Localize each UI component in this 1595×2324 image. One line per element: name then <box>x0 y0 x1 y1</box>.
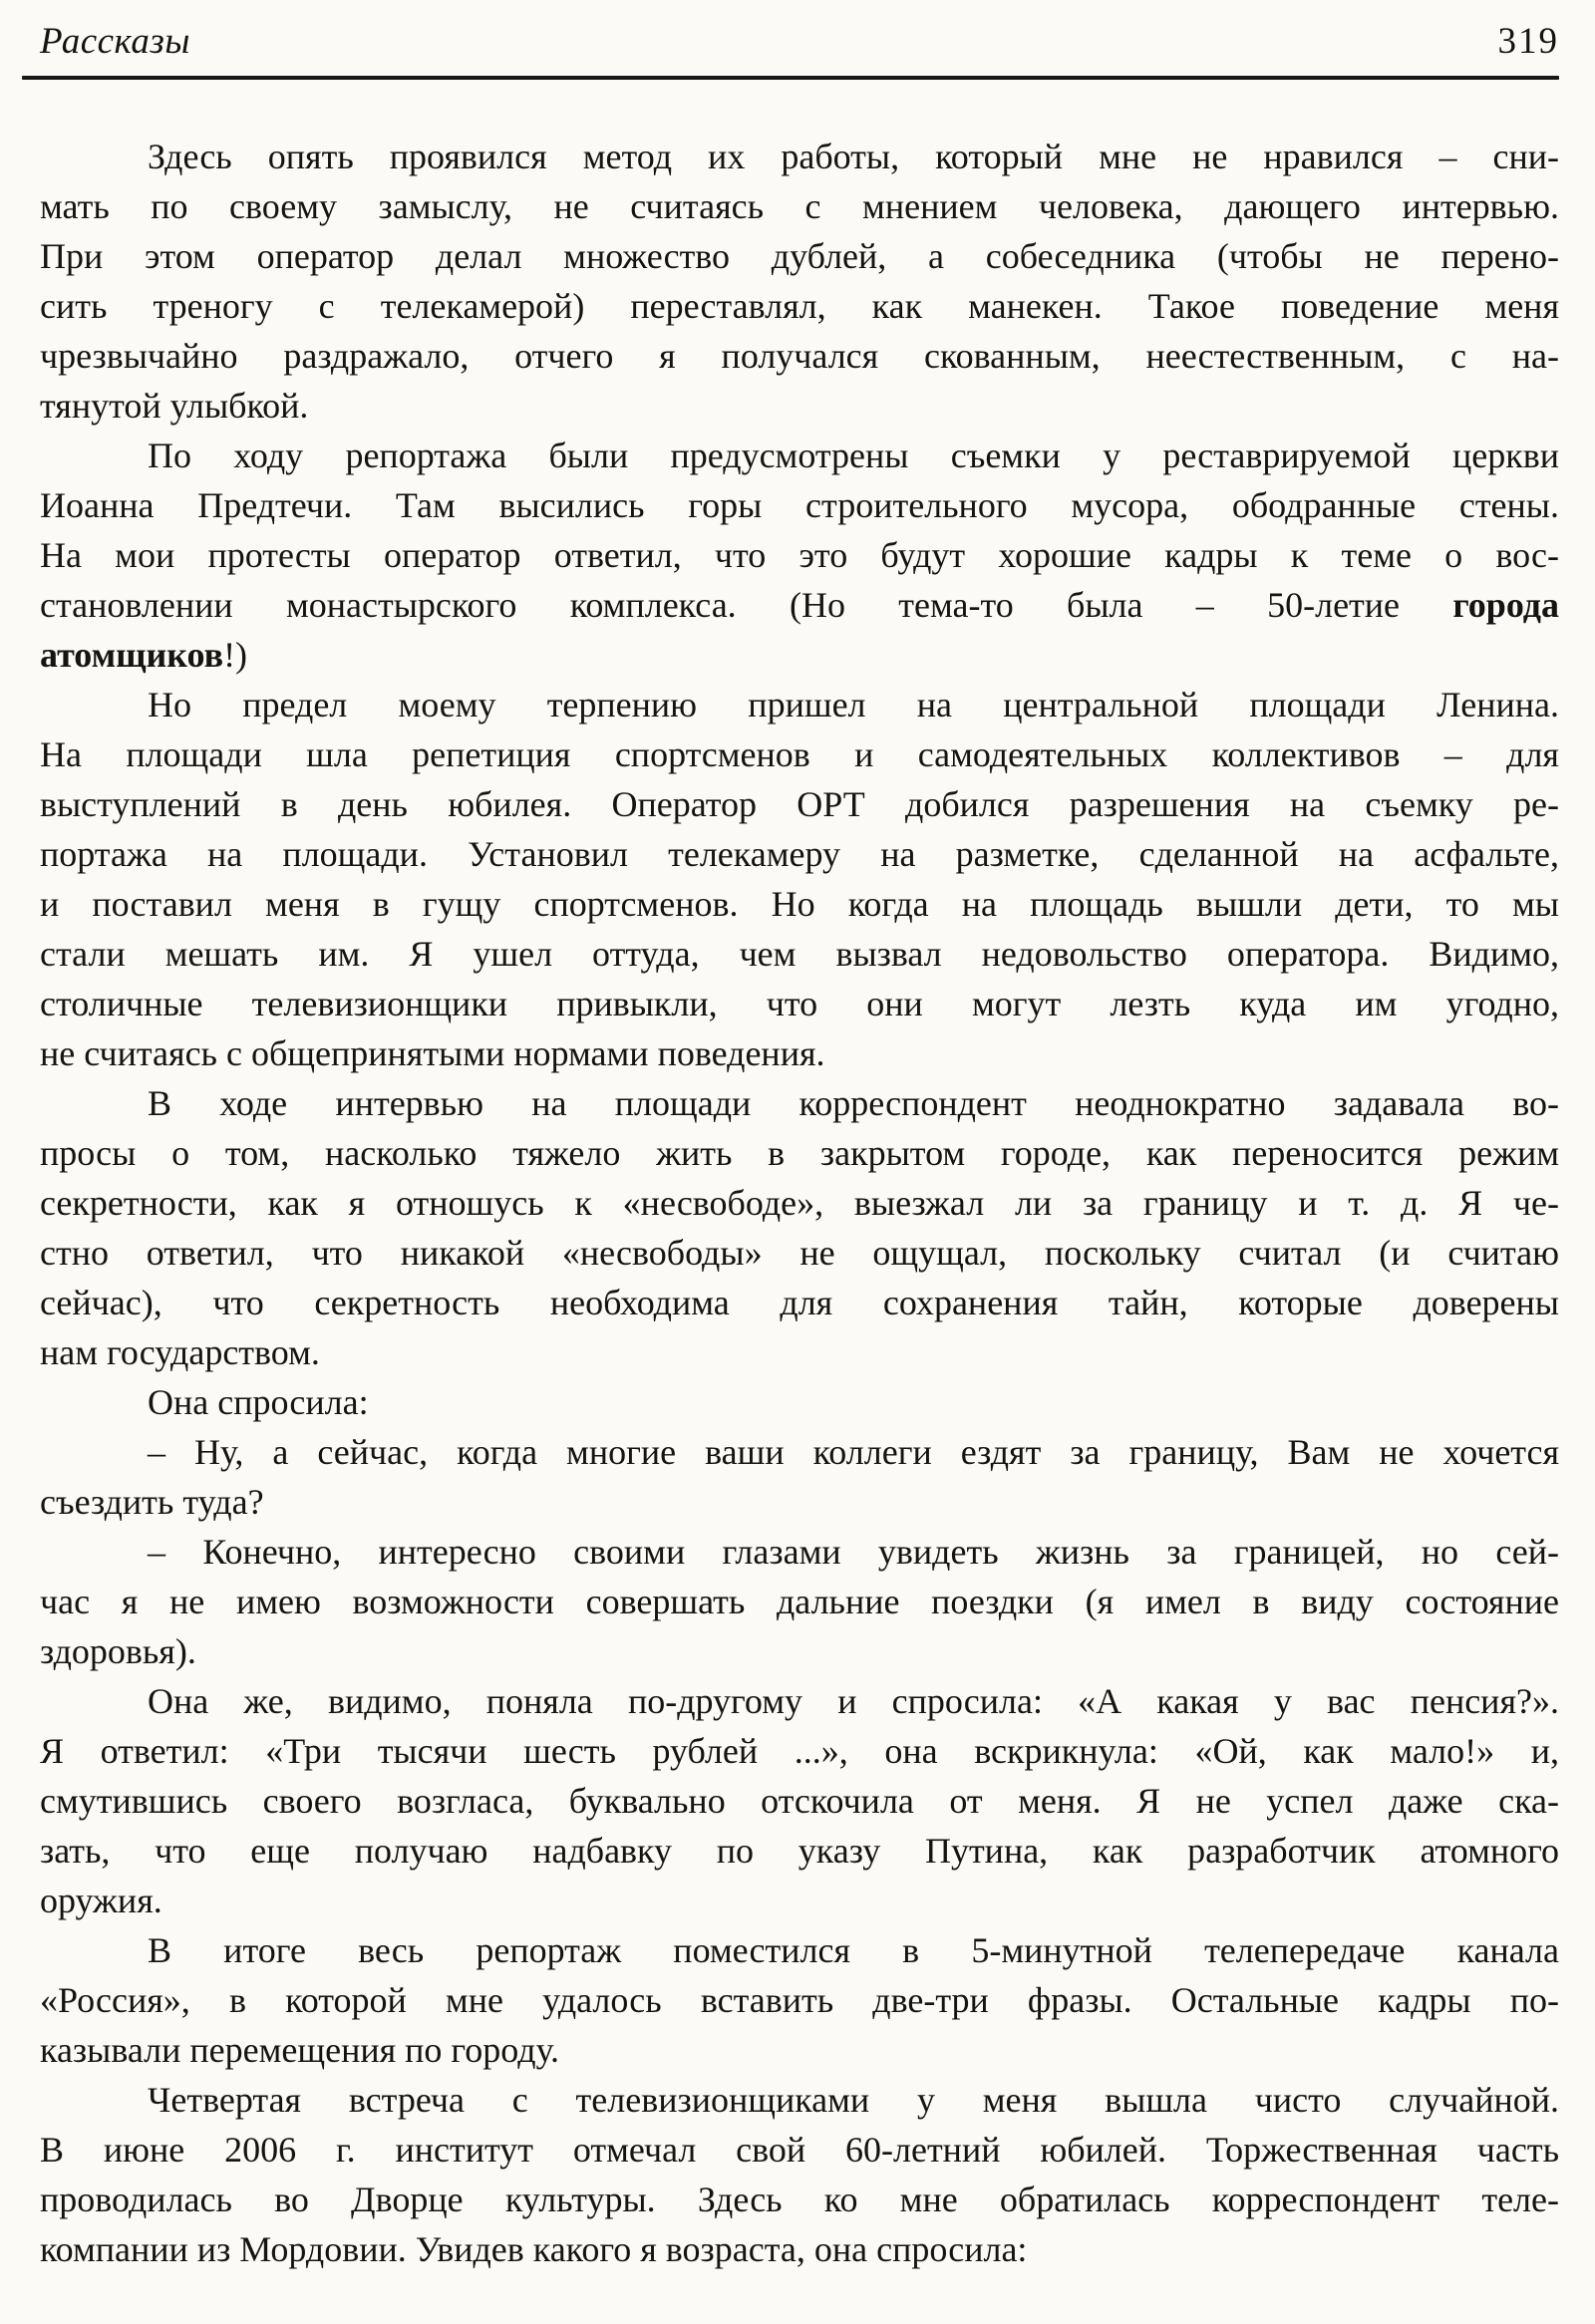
text-run: проводилась во Дворце культуры. Здесь ко мне обратилась корреспондент теле- <box>40 2179 1559 2219</box>
text-line <box>40 530 1559 580</box>
text-run: портажа на площади. Установил телекамеру на разметке, сделанной на асфальте, <box>40 834 1559 874</box>
text-line <box>40 1676 1559 1726</box>
text-line <box>40 381 1559 431</box>
text-run: В июне 2006 г. институт отмечал свой 60-летний юбилей. Торжественная часть <box>40 2130 1559 2170</box>
text-line <box>40 480 1559 530</box>
text-run: съездить туда? <box>40 1482 264 1522</box>
text-run: стали мешать им. Я ушел оттуда, чем вызвал недовольство оператора. Видимо, <box>40 934 1559 974</box>
text-line <box>40 281 1559 331</box>
text-run: казывали перемещения по городу. <box>40 2030 559 2070</box>
text-run: Здесь опять проявился метод их работы, который мне не нравился – сни- <box>148 137 1559 176</box>
paragraph <box>40 132 1559 431</box>
text-line <box>40 1577 1559 1626</box>
text-line <box>40 979 1559 1028</box>
text-run: и поставил меня в гущу спортсменов. Но когда на площадь вышли дети, то мы <box>40 884 1559 924</box>
text-run: компании из Мордовии. Увидев какого я возраста, она спросила: <box>40 2229 1028 2269</box>
paragraph <box>40 1078 1559 1377</box>
text-line <box>40 2025 1559 2075</box>
text-line <box>40 331 1559 381</box>
text-run: не считаясь с общепринятыми нормами поведения. <box>40 1033 825 1073</box>
text-line <box>40 1776 1559 1826</box>
text-line <box>40 1975 1559 2025</box>
page-number: 319 <box>1497 21 1559 62</box>
text-run: По ходу репортажа были предусмотрены съемки у реставрируемой церкви <box>148 436 1559 475</box>
paragraph <box>40 1427 1559 1527</box>
text-line <box>40 779 1559 829</box>
text-line <box>40 2175 1559 2224</box>
text-run: При этом оператор делал множество дублей, а собеседника (чтобы не перено- <box>40 236 1559 276</box>
paragraph <box>40 431 1559 680</box>
paragraph <box>40 1925 1559 2075</box>
text-line <box>40 1626 1559 1676</box>
text-line <box>40 1726 1559 1776</box>
text-line <box>40 431 1559 480</box>
paragraph <box>40 680 1559 1078</box>
text-run: Я ответил: «Три тысячи шесть рублей ...», она вскрикнула: «Ой, как мало!» и, <box>40 1731 1559 1771</box>
text-run: сить треногу с телекамерой) переставлял, как манекен. Такое поведение меня <box>40 286 1559 326</box>
text-line <box>40 1278 1559 1327</box>
text-run: смутившись своего возгласа, буквально отскочила от меня. Я не успел даже ска- <box>40 1781 1559 1821</box>
paragraph <box>40 1527 1559 1676</box>
text-run: !) <box>223 635 248 675</box>
text-line <box>40 1876 1559 1925</box>
paragraph <box>40 1676 1559 1925</box>
text-run: чрезвычайно раздражало, отчего я получался скованным, неестественным, с на- <box>40 336 1559 376</box>
text-run: мать по своему замыслу, не считаясь с мнением человека, дающего интервью. <box>40 186 1559 226</box>
text-run: – Конечно, интересно своими глазами увидеть жизнь за границей, но сей- <box>148 1532 1559 1572</box>
text-line <box>40 630 1559 680</box>
text-run: Но предел моему терпению пришел на центральной площади Ленина. <box>148 685 1559 725</box>
text-run: Четвертая встреча с телевизионщиками у меня вышла чисто случайной. <box>148 2080 1559 2120</box>
text-run: Она же, видимо, поняла по-другому и спросила: «А какая у вас пенсия?». <box>148 1681 1559 1721</box>
bold-text: города <box>1452 585 1559 625</box>
text-line <box>40 181 1559 231</box>
text-line <box>40 1826 1559 1876</box>
running-head-title: Рассказы <box>40 21 190 62</box>
text-line <box>40 580 1559 630</box>
header-rule <box>22 76 1559 80</box>
text-run: сейчас), что секретность необходима для сохранения тайн, которые доверены <box>40 1283 1559 1322</box>
text-line <box>40 1925 1559 1975</box>
text-run: – Ну, а сейчас, когда многие ваши коллеги ездят за границу, Вам не хочется <box>148 1432 1559 1472</box>
text-line <box>40 879 1559 929</box>
text-line <box>40 1228 1559 1278</box>
text-run: «Россия», в которой мне удалось вставить две-три фразы. Остальные кадры по- <box>40 1980 1559 2020</box>
paragraph <box>40 2075 1559 2274</box>
text-run: секретности, как я отношусь к «несвободе», выезжал ли за границу и т. д. Я че- <box>40 1183 1559 1223</box>
text-run: здоровья). <box>40 1631 196 1671</box>
text-line <box>40 1178 1559 1228</box>
text-line <box>40 829 1559 879</box>
text-run: Иоанна Предтечи. Там высились горы строительного мусора, ободранные стены. <box>40 485 1559 525</box>
body-text <box>40 132 1559 2274</box>
text-run: нам государством. <box>40 1332 320 1372</box>
text-line <box>40 1128 1559 1178</box>
text-line <box>40 1427 1559 1477</box>
text-run: столичные телевизионщики привыкли, что они могут лезть куда им угодно, <box>40 984 1559 1023</box>
text-line <box>40 1377 1559 1427</box>
text-line <box>40 729 1559 779</box>
text-run: зать, что еще получаю надбавку по указу Путина, как разработчик атомного <box>40 1831 1559 1871</box>
text-run: На площади шла репетиция спортсменов и самодеятельных коллективов – для <box>40 734 1559 774</box>
bold-text: атомщиков <box>40 635 224 675</box>
text-run: становлении монастырского комплекса. (Но тема-то была – 50-летие <box>40 585 1453 625</box>
text-run: оружия. <box>40 1881 162 1920</box>
running-header <box>40 20 1559 64</box>
text-run: выступлений в день юбилея. Оператор ОРТ добился разрешения на съемку ре- <box>40 784 1559 824</box>
text-run: час я не имею возможности совершать дальние поездки (я имел в виду состояние <box>40 1582 1559 1621</box>
text-line <box>40 2224 1559 2274</box>
text-run: тянутой улыбкой. <box>40 386 309 426</box>
text-line <box>40 1028 1559 1078</box>
text-line <box>40 680 1559 729</box>
text-run: просы о том, насколько тяжело жить в закрытом городе, как переносится режим <box>40 1133 1559 1173</box>
text-line <box>40 2075 1559 2125</box>
text-line <box>40 1527 1559 1577</box>
text-run: В итоге весь репортаж поместился в 5-минутной телепередаче канала <box>148 1930 1559 1970</box>
text-line <box>40 1477 1559 1527</box>
text-line <box>40 929 1559 979</box>
text-run: На мои протесты оператор ответил, что это будут хорошие кадры к теме о вос- <box>40 535 1559 575</box>
text-line <box>40 132 1559 181</box>
text-run: В ходе интервью на площади корреспондент неоднократно задавала во- <box>148 1083 1559 1123</box>
text-line <box>40 2125 1559 2175</box>
text-run: стно ответил, что никакой «несвободы» не ощущал, поскольку считал (и считаю <box>40 1233 1559 1273</box>
text-line <box>40 1327 1559 1377</box>
paragraph <box>40 1377 1559 1427</box>
text-run: Она спросила: <box>148 1382 369 1422</box>
text-line <box>40 231 1559 281</box>
text-line <box>40 1078 1559 1128</box>
